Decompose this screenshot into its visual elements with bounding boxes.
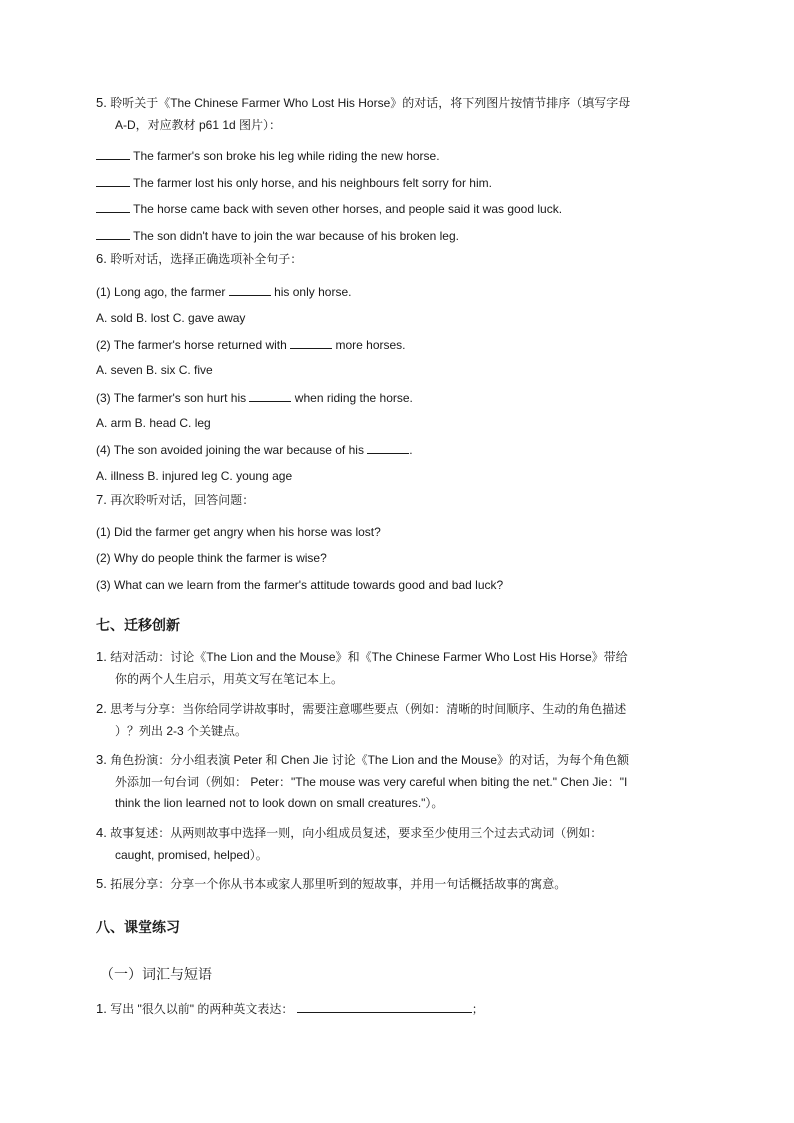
answer-blank[interactable] <box>297 1000 472 1013</box>
q5-text1: 聆听关于《The Chinese Farmer Who Lost His Horse》的对话，将下列图片按情节排序（填写字母 <box>110 96 631 110</box>
q7-number: 7. <box>96 492 107 507</box>
item-text: 故事复述：从两则故事中选择一则，向小组成员复述，要求至少使用三个过去式动词（例如： <box>110 826 603 840</box>
item-text: 思考与分享：当你给同学讲故事时，需要注意哪些要点（例如：清晰的时间顺序、生动的角色描述 <box>110 702 627 716</box>
item-number: 1. <box>96 1001 107 1016</box>
section8-subtitle: （一）词汇与短语 <box>100 966 212 982</box>
q6-question-after: more horses. <box>332 338 406 352</box>
answer-blank[interactable] <box>290 336 332 349</box>
q1-text: 写出 "很久以前" 的两种英文表达： <box>110 1002 294 1016</box>
q6-question <box>96 389 413 406</box>
q6-question-after: when riding the horse. <box>291 391 413 405</box>
q7-question: (2) Why do people think the farmer is wise? <box>96 551 327 565</box>
q5-item <box>96 200 562 217</box>
q7-heading <box>96 492 254 508</box>
answer-blank[interactable] <box>367 441 409 454</box>
q5-item-text: The son didn't have to join the war because of his broken leg. <box>133 229 459 243</box>
q6-question <box>96 336 406 353</box>
answer-blank[interactable] <box>249 389 291 402</box>
answer-blank[interactable] <box>96 200 130 213</box>
q6-question-after: his only horse. <box>270 285 352 299</box>
section7-item-cont: caught, promised, helped）。 <box>115 848 268 862</box>
q6-question <box>96 283 351 300</box>
q5-item <box>96 147 440 164</box>
section8-q1 <box>96 1000 484 1017</box>
section7-item <box>96 649 628 665</box>
item-number: 5. <box>96 876 107 891</box>
q7-question: (1) Did the farmer get angry when his horse was lost? <box>96 525 381 539</box>
q6-question <box>96 441 413 458</box>
item-text: 结对活动：讨论《The Lion and the Mouse》和《The Chinese Farmer Who Lost His Horse》带给 <box>110 650 628 664</box>
answer-blank[interactable] <box>96 227 130 240</box>
q5-item-text: The farmer's son broke his leg while riding the new horse. <box>133 149 440 163</box>
q6-options: A. seven B. six C. five <box>96 363 213 377</box>
section7-item <box>96 701 626 717</box>
q5-item <box>96 174 492 191</box>
answer-blank[interactable] <box>96 174 130 187</box>
section7-item <box>96 752 629 768</box>
item-number: 4. <box>96 825 107 840</box>
q7-text: 再次聆听对话，回答问题： <box>110 493 255 507</box>
item-text: 角色扮演：分小组表演 Peter 和 Chen Jie 讨论《The Lion and the Mouse》的对话，为每个角色额 <box>110 753 629 767</box>
q6-question-after: . <box>409 443 413 457</box>
q5-number: 5. <box>96 95 107 110</box>
q5-line1 <box>96 95 630 111</box>
q7-question: (3) What can we learn from the farmer's attitude towards good and bad luck? <box>96 578 504 592</box>
q5-item-text: The horse came back with seven other horses, and people said it was good luck. <box>133 202 563 216</box>
item-number: 2. <box>96 701 107 716</box>
section7-item <box>96 825 602 841</box>
section8-title: 八、课堂练习 <box>96 920 180 936</box>
q6-options: A. arm B. head C. leg <box>96 416 211 430</box>
item-number: 1. <box>96 649 107 664</box>
section7-item-cont: 你的两个人生启示，用英文写在笔记本上。 <box>115 672 344 686</box>
q6-question-before: (1) Long ago, the farmer <box>96 285 229 299</box>
section7-item-cont: ）？列出 2-3 个关键点。 <box>115 724 248 738</box>
q6-question-before: (2) The farmer's horse returned with <box>96 338 291 352</box>
answer-blank[interactable] <box>229 283 271 296</box>
q6-heading <box>96 251 302 267</box>
q5-item-text: The farmer lost his only horse, and his neighbours felt sorry for him. <box>133 176 492 190</box>
answer-blank[interactable] <box>96 147 130 160</box>
section7-item <box>96 876 566 892</box>
section7-title: 七、迁移创新 <box>96 618 180 634</box>
q6-question-before: (3) The farmer's son hurt his <box>96 391 250 405</box>
q6-options: A. illness B. injured leg C. young age <box>96 469 293 483</box>
section7-item-cont: 外添加一句台词（例如： Peter："The mouse was very careful when biting the net." Chen Jie："I <box>115 775 628 789</box>
q6-question-before: (4) The son avoided joining the war because of his <box>96 443 368 457</box>
q6-text: 聆听对话，选择正确选项补全句子： <box>110 252 303 266</box>
q5-item <box>96 227 459 244</box>
q1-end: ； <box>471 1002 484 1016</box>
q6-options: A. sold B. lost C. gave away <box>96 311 246 325</box>
item-number: 3. <box>96 752 107 767</box>
section7-item-cont: think the lion learned not to look down on small creatures."）。 <box>115 796 444 810</box>
q5-line2: A-D，对应教材 p61 1d 图片）： <box>115 118 282 132</box>
q6-number: 6. <box>96 251 107 266</box>
item-text: 拓展分享：分享一个你从书本或家人那里听到的短故事，并用一句话概括故事的寓意。 <box>110 877 567 891</box>
